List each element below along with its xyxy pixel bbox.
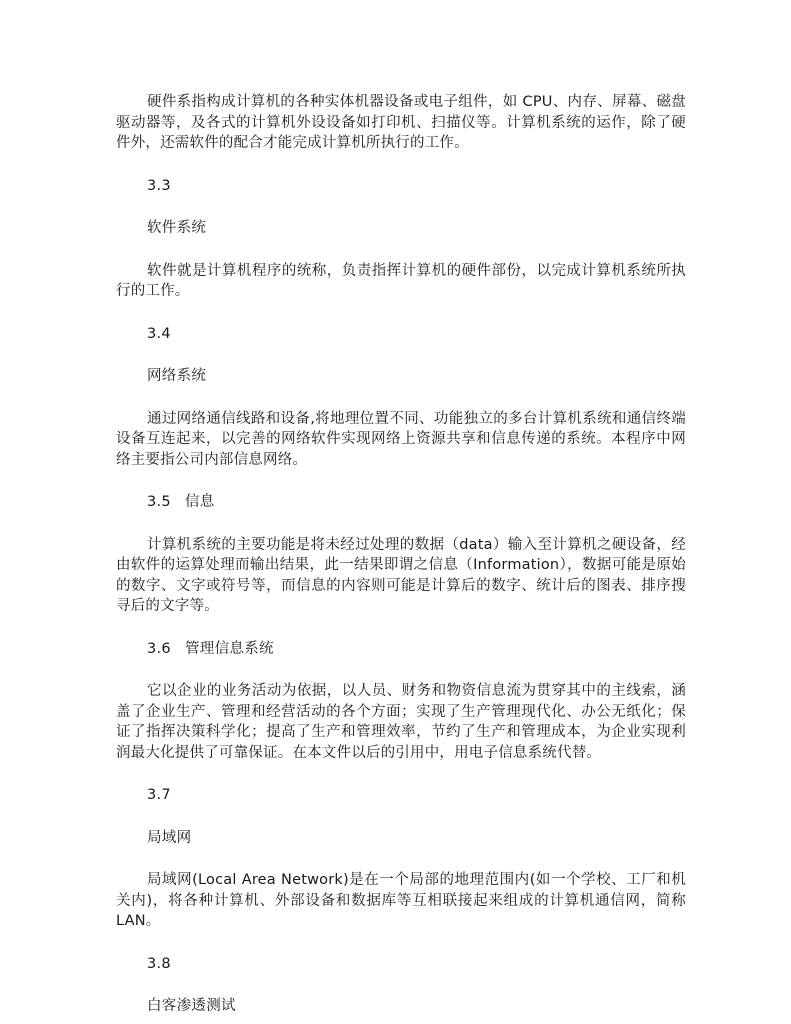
section-heading-3-8 [116, 954, 686, 975]
document-page [116, 92, 686, 1017]
section-title: 管理信息系统 [185, 640, 274, 657]
section-title: 软件系统 [147, 220, 207, 236]
section-title-lan [116, 828, 686, 849]
section-number: 3.5 [147, 494, 171, 510]
section-title-whitehat-pentest [116, 996, 686, 1017]
paragraph-mis: 它以企业的业务活动为依据，以人员、财务和物资信息流为贯穿其中的主线索，涵盖了企业生产、管理和经营活动的各个方面；实现了生产管理现代化、办公无纸化；保证了指挥决策科学化；提高了生产和管理效率，节约了生产和管理成本，为企业实现利润最大化提供了可靠保证。在本文件以后的引用中，用电子信息系统代替。 [116, 683, 686, 761]
paragraph-software: 软件就是计算机程序的统称，负责指挥计算机的硬件部份，以完成计算机系统所执行的工作。 [116, 262, 686, 299]
section-title-software-system [116, 218, 686, 239]
section-title: 白客渗透测试 [147, 998, 236, 1014]
section-heading-3-6 [116, 639, 686, 660]
section-number: 3.8 [147, 955, 171, 972]
section-number: 3.6 [147, 640, 171, 657]
section-title: 局域网 [147, 829, 192, 846]
section-heading-3-7 [116, 785, 686, 806]
section-title: 信息 [185, 494, 215, 510]
section-number: 3.4 [147, 325, 171, 342]
section-number: 3.3 [147, 177, 171, 194]
section-heading-3-4 [116, 324, 686, 345]
paragraph-hardware: 硬件系指构成计算机的各种实体机器设备或电子组件，如 CPU、内存、屏幕、磁盘驱动器等，及各式的计算机外设设备如打印机、扫描仪等。计算机系统的运作，除了硬件外，还需软件的配合才能完成计算机所执行的工作。 [116, 94, 686, 151]
section-heading-3-3 [116, 176, 686, 197]
section-title-network-system [116, 366, 686, 387]
section-title: 网络系统 [147, 368, 207, 384]
section-number: 3.7 [147, 787, 171, 803]
paragraph-network: 通过网络通信线路和设备,将地理位置不同、功能独立的多台计算机系统和通信终端设备互连起来，以完善的网络软件实现网络上资源共享和信息传递的系统。本程序中网络主要指公司内部信息网络。 [116, 410, 686, 468]
section-heading-3-5 [116, 492, 686, 513]
paragraph-information: 计算机系统的主要功能是将未经过处理的数据（data）输入至计算机之硬设备，经由软件的运算处理而输出结果，此一结果即谓之信息（Information），数据可能是原始的数字、文字或符号等，而信息的内容则可能是计算后的数字、统计后的图表、排序搜寻后的文字等。 [116, 536, 686, 614]
paragraph-lan: 局域网(Local Area Network)是在一个局部的地理范围内(如一个学校、工厂和机关内)，将各种计算机、外部设备和数据库等互相联接起来组成的计算机通信网，简称 LAN。 [116, 872, 686, 929]
